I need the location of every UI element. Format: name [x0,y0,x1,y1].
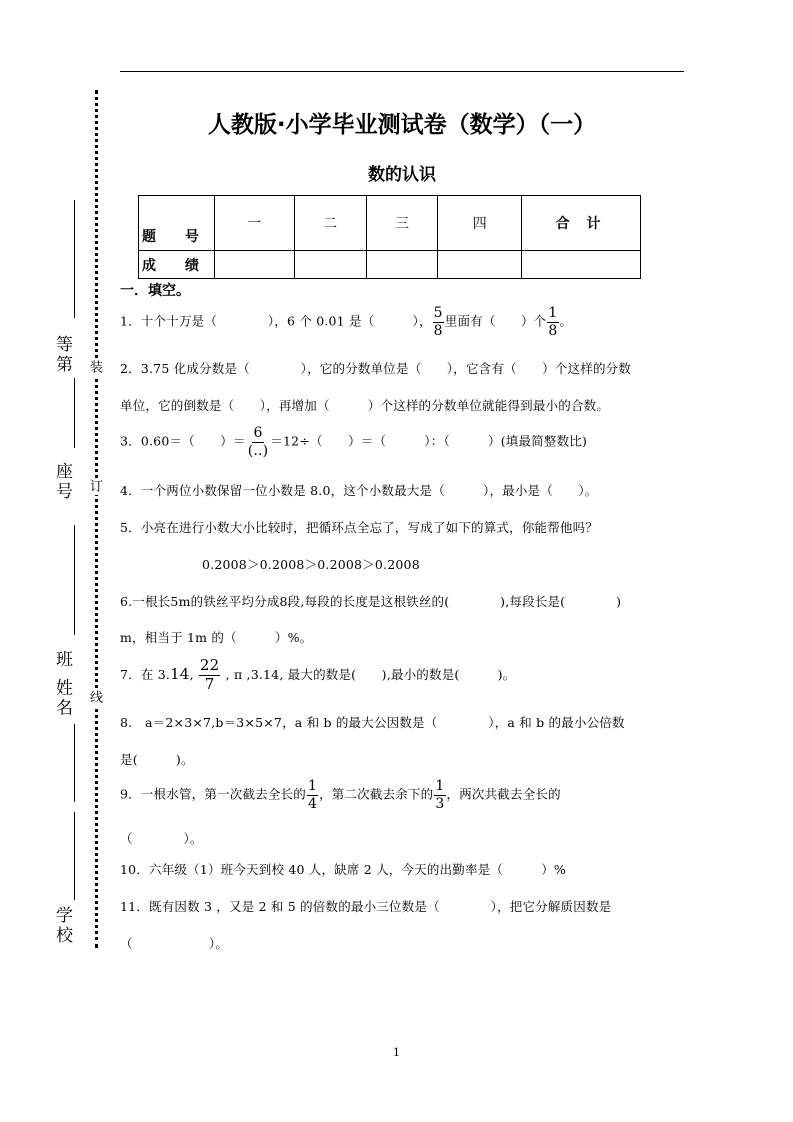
table-header-cell: 四 [438,196,522,251]
binding-mark-zhuang: 装 [87,360,102,376]
score-cell[interactable] [214,251,294,279]
fraction [433,306,444,338]
score-cell[interactable] [438,251,522,279]
fraction-denominator: 4 [307,795,318,812]
fraction-denominator: 8 [433,322,443,339]
question-text: 9．一根水管，第一次截去全长的 [120,786,306,802]
question-text: ，两次共截去全长的 [446,786,561,802]
fraction-numerator: 1 [307,778,318,794]
table-header-cell: 三 [366,196,438,251]
question-1 [120,306,572,338]
question-5-line-1: 5．小亮在进行小数大小比较时，把循环点全忘了，写成了如下的算式，你能帮他吗？ [120,520,599,535]
question-8-line-2: 是( )。 [120,752,194,767]
page-subtitle: 数的认识 [368,165,436,185]
fraction-denominator: 7 [204,674,215,693]
question-9 [120,779,561,811]
margin-fill-line-rank [74,200,75,318]
question-7 [120,658,515,693]
score-cell[interactable] [294,251,366,279]
fraction-denominator: (..) [247,442,269,459]
table-header-cell: 合 计 [522,196,641,251]
binding-mark-xian: 线 [87,690,102,706]
section-heading: 一．填空。 [120,283,190,299]
question-text: ，第二次截去余下的 [319,786,434,802]
table-header-cell: 题 号 [139,196,215,251]
question-3 [120,426,587,458]
question-text: ＝12÷（ ）＝（ ）：（ ）(填最简整数比) [270,433,588,449]
fraction [199,658,221,693]
score-cell[interactable] [522,251,641,279]
score-table-score-row [139,251,641,279]
margin-label-school: 学校 [52,906,72,946]
binding-dotted-line [95,90,98,948]
margin-label-seat: 座号 [52,462,72,502]
question-6-line-2: m，相当于 1m 的（ ）%。 [120,630,313,645]
fraction-numerator: 1 [548,305,558,321]
question-text: 里面有（ ）个 [444,313,547,329]
page-title: 人教版·小学毕业测试卷（数学）（一） [207,112,597,138]
question-6-line-1: 6.一根长5m的铁丝平均分成8段,每段的长度是这根铁丝的( ),每段长是( ) [120,594,622,609]
fraction-numerator: 6 [253,425,263,441]
binding-mark-ding: 订 [87,479,102,495]
margin-label-class-name: 班 姓名 [52,650,72,719]
question-text: 。 [559,313,573,329]
fraction-numerator: 22 [199,656,220,674]
question-text: 7．在 3. [120,666,171,682]
score-table [138,195,641,279]
margin-fill-line-seat [74,378,75,448]
margin-fill-line-class-name [74,525,75,635]
fraction-numerator: 1 [435,778,445,794]
fraction [247,426,270,458]
question-text: 14 [170,664,190,683]
question-11-line-2: （ ）。 [120,936,229,951]
question-2-line-1: 2．3.75 化成分数是（ ），它的分数单位是（ ），它含有（ ）个这样的分数 [120,361,632,376]
fraction-denominator: 3 [435,795,445,812]
fraction [434,779,445,811]
fraction-numerator: 5 [433,305,443,321]
question-10: 10．六年级（1）班今天到校 40 人，缺席 2 人，今天的出勤率是（ ）% [120,862,566,877]
margin-fill-line-school [74,812,75,900]
top-rule [120,71,684,72]
question-text: 3．0.60＝（ ）＝ [120,433,246,449]
table-header-cell: 一 [214,196,294,251]
margin-label-rank: 等第 [52,335,72,375]
table-row-label: 成 绩 [139,251,215,279]
question-text: , π ,3.14, 最大的数是( ),最小的数是( )。 [221,666,516,682]
table-header-cell: 二 [294,196,366,251]
question-11-line-1: 11．既有因数 3 ，又是 2 和 5 的倍数的最小三位数是（ ），把它分解质因数是 [120,899,612,914]
fraction-denominator: 8 [548,322,558,339]
score-cell[interactable] [366,251,438,279]
question-text: , [189,666,198,682]
question-5-expression: 0.2008＞0.2008＞0.2008＞0.2008 [202,557,420,572]
page-number: 1 [393,1046,400,1059]
question-9-line-2: （ ）。 [120,831,203,846]
question-text: 1．十个十万是（ ），6 个 0.01 是（ ）， [120,313,432,329]
fraction [307,779,318,811]
fraction [547,306,558,338]
score-table-header-row [139,196,641,251]
question-2-line-2: 单位，它的倒数是（ ），再增加（ ）个这样的分数单位就能得到最小的合数。 [120,398,610,413]
margin-fill-line-school-top [74,724,75,802]
question-4: 4．一个两位小数保留一位小数是 8.0，这个小数最大是（ ），最小是（ ）。 [120,483,598,498]
question-8-line-1: 8. a＝2×3×7,b＝3×5×7，a 和 b 的最大公因数是（ ），a 和 b 的最小公倍数 [120,715,625,730]
